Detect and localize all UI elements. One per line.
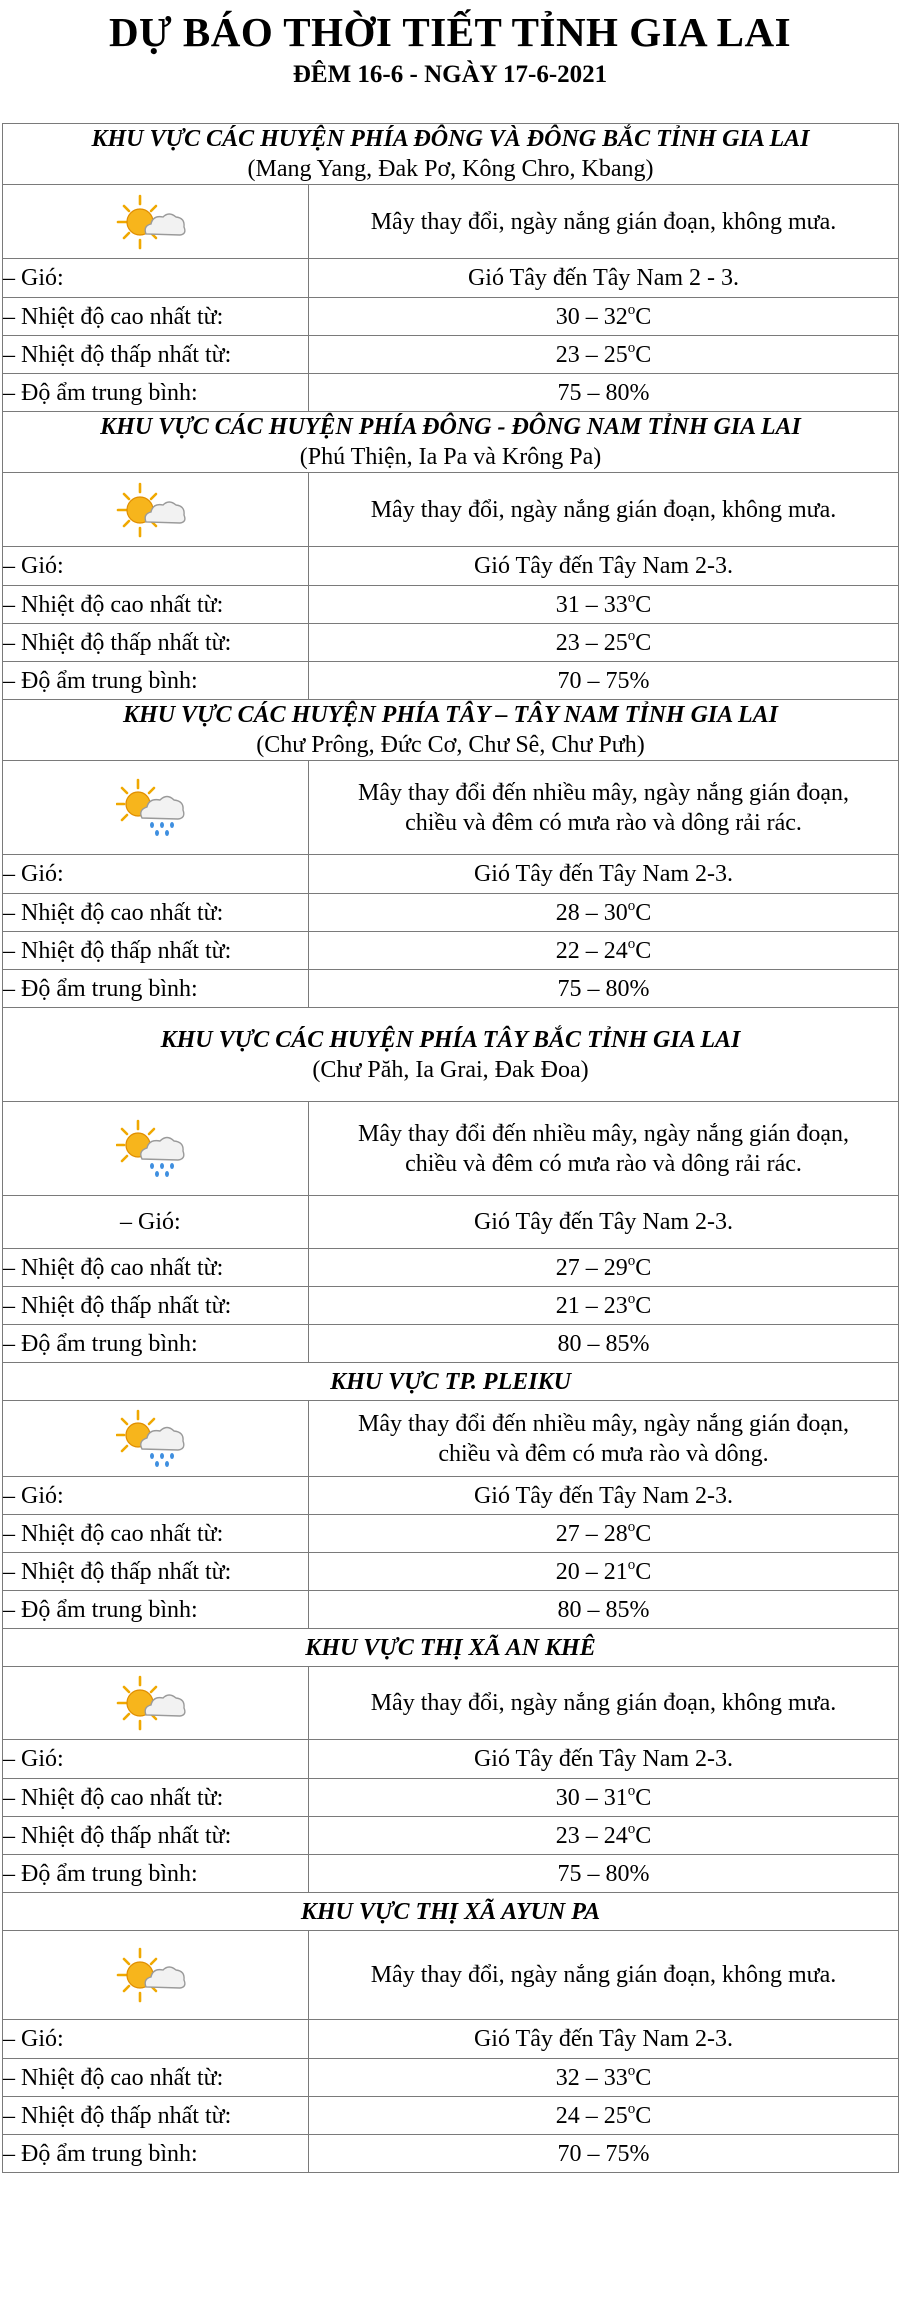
celsius-unit: C xyxy=(635,2102,652,2129)
celsius-unit: C xyxy=(635,2064,652,2091)
table-row xyxy=(3,1477,899,1515)
temp-min-value xyxy=(309,932,899,970)
table-row xyxy=(3,374,899,412)
weather-description xyxy=(309,1931,899,2020)
page-subtitle: ĐÊM 16-6 - NGÀY 17-6-2021 xyxy=(292,61,608,88)
degree-sign: o xyxy=(627,1820,636,1837)
weather-icon-cell xyxy=(3,185,309,259)
wind-label: – Gió: xyxy=(3,2020,309,2059)
description-line: Mây thay đổi đến nhiều mây, ngày nắng gián đoạn, xyxy=(358,779,849,806)
wind-label: – Gió: xyxy=(3,1740,309,1779)
temp-min-value xyxy=(309,2097,899,2135)
weather-description xyxy=(309,1667,899,1740)
humidity-value: 70 – 75% xyxy=(309,2135,899,2173)
temp-max-label: – Nhiệt độ cao nhất từ: xyxy=(3,1779,309,1817)
table-row xyxy=(3,1196,899,1249)
celsius-unit: C xyxy=(635,1558,652,1585)
table-row xyxy=(3,1102,899,1196)
humidity-label: – Độ ẩm trung bình: xyxy=(3,970,309,1008)
wind-label: – Gió: xyxy=(3,259,309,298)
sun-cloud-rain-icon xyxy=(116,778,188,838)
region-districts: (Chư Prông, Đức Cơ, Chư Sê, Chư Pưh) xyxy=(256,732,645,758)
temp-min-label: – Nhiệt độ thấp nhất từ: xyxy=(3,2097,309,2135)
sun-cloud-icon xyxy=(116,192,188,252)
table-row xyxy=(3,1515,899,1553)
region-name: KHU VỰC THỊ XÃ AYUN PA xyxy=(300,1898,601,1925)
wind-label: – Gió: xyxy=(3,1196,309,1249)
humidity-value: 75 – 80% xyxy=(309,374,899,412)
temperature-range: 27 – 28 xyxy=(555,1520,628,1547)
celsius-unit: C xyxy=(635,591,652,618)
weather-icon-cell xyxy=(3,1401,309,1477)
celsius-unit: C xyxy=(635,629,652,656)
sun-cloud-rain-icon xyxy=(116,1409,188,1469)
humidity-label: – Độ ẩm trung bình: xyxy=(3,1591,309,1629)
region-districts: (Mang Yang, Đak Pơ, Kông Chro, Kbang) xyxy=(247,156,654,182)
page-title: DỰ BÁO THỜI TIẾT TỈNH GIA LAI xyxy=(108,9,792,55)
temp-min-value xyxy=(309,624,899,662)
table-row xyxy=(3,2135,899,2173)
degree-sign: o xyxy=(627,1290,636,1307)
humidity-value: 80 – 85% xyxy=(309,1325,899,1363)
table-row xyxy=(3,298,899,336)
degree-sign: o xyxy=(627,897,636,914)
degree-sign: o xyxy=(627,2062,636,2079)
temp-min-label: – Nhiệt độ thấp nhất từ: xyxy=(3,932,309,970)
degree-sign: o xyxy=(627,1252,636,1269)
weather-description xyxy=(309,185,899,259)
description-line: Mây thay đổi, ngày nắng gián đoạn, không mưa. xyxy=(370,496,837,523)
temp-max-value xyxy=(309,586,899,624)
temp-min-label: – Nhiệt độ thấp nhất từ: xyxy=(3,1287,309,1325)
temp-max-value xyxy=(309,894,899,932)
table-row xyxy=(3,1591,899,1629)
table-row xyxy=(3,1667,899,1740)
table-row xyxy=(3,1553,899,1591)
temp-max-label: – Nhiệt độ cao nhất từ: xyxy=(3,894,309,932)
temperature-range: 22 – 24 xyxy=(555,937,628,964)
temp-min-label: – Nhiệt độ thấp nhất từ: xyxy=(3,1553,309,1591)
wind-value: Gió Tây đến Tây Nam 2-3. xyxy=(309,1477,899,1515)
table-row xyxy=(3,1817,899,1855)
temperature-range: 21 – 23 xyxy=(555,1292,628,1319)
table-row xyxy=(3,336,899,374)
degree-sign: o xyxy=(627,1782,636,1799)
humidity-value: 75 – 80% xyxy=(309,1855,899,1893)
temperature-range: 27 – 29 xyxy=(555,1254,628,1281)
temp-max-label: – Nhiệt độ cao nhất từ: xyxy=(3,1249,309,1287)
description-line: Mây thay đổi đến nhiều mây, ngày nắng gián đoạn, xyxy=(358,1410,849,1437)
wind-label: – Gió: xyxy=(3,855,309,894)
sun-cloud-icon xyxy=(116,480,188,540)
table-row xyxy=(3,1401,899,1477)
degree-sign: o xyxy=(627,1556,636,1573)
sun-cloud-icon xyxy=(116,1673,188,1733)
humidity-label: – Độ ẩm trung bình: xyxy=(3,1855,309,1893)
wind-label: – Gió: xyxy=(3,547,309,586)
table-row xyxy=(3,1629,899,1667)
table-row xyxy=(3,970,899,1008)
temp-min-value xyxy=(309,1553,899,1591)
celsius-unit: C xyxy=(635,341,652,368)
region-header xyxy=(3,1893,899,1931)
description-line: Mây thay đổi, ngày nắng gián đoạn, không mưa. xyxy=(370,208,837,235)
temperature-range: 31 – 33 xyxy=(555,591,628,618)
table-row xyxy=(3,124,899,185)
region-header xyxy=(3,1629,899,1667)
region-districts: (Chư Păh, Ia Grai, Đak Đoa) xyxy=(312,1056,589,1083)
region-name: KHU VỰC CÁC HUYỆN PHÍA TÂY – TÂY NAM TỈNH GIA LAI xyxy=(123,702,778,728)
table-row xyxy=(3,700,899,761)
region-name: KHU VỰC CÁC HUYỆN PHÍA TÂY BẮC TỈNH GIA LAI xyxy=(160,1026,741,1053)
temp-min-label: – Nhiệt độ thấp nhất từ: xyxy=(3,1817,309,1855)
weather-description xyxy=(309,761,899,855)
table-row xyxy=(3,185,899,259)
temperature-range: 23 – 24 xyxy=(555,1822,628,1849)
weather-description xyxy=(309,473,899,547)
temperature-range: 30 – 32 xyxy=(555,303,628,330)
temperature-range: 24 – 25 xyxy=(555,2102,628,2129)
description-line: chiều và đêm có mưa rào và dông rải rác. xyxy=(405,1150,802,1177)
region-header xyxy=(3,124,899,185)
region-header xyxy=(3,1363,899,1401)
weather-icon-cell xyxy=(3,1667,309,1740)
temp-min-value xyxy=(309,1817,899,1855)
region-name: KHU VỰC THỊ XÃ AN KHÊ xyxy=(305,1634,596,1661)
table-row xyxy=(3,1325,899,1363)
table-row xyxy=(3,761,899,855)
description-line: chiều và đêm có mưa rào và dông rải rác. xyxy=(405,809,802,836)
wind-value: Gió Tây đến Tây Nam 2-3. xyxy=(309,1740,899,1779)
table-row xyxy=(3,662,899,700)
region-name: KHU VỰC TP. PLEIKU xyxy=(330,1368,571,1395)
sun-cloud-rain-icon xyxy=(116,1119,188,1179)
region-districts: (Phú Thiện, Ia Pa và Krông Pa) xyxy=(299,444,602,470)
table-row xyxy=(3,1287,899,1325)
wind-value: Gió Tây đến Tây Nam 2 - 3. xyxy=(309,259,899,298)
degree-sign: o xyxy=(627,627,636,644)
temp-max-label: – Nhiệt độ cao nhất từ: xyxy=(3,2059,309,2097)
degree-sign: o xyxy=(627,301,636,318)
region-header xyxy=(3,412,899,473)
table-row xyxy=(3,855,899,894)
weather-description xyxy=(309,1102,899,1196)
temp-max-label: – Nhiệt độ cao nhất từ: xyxy=(3,1515,309,1553)
table-row xyxy=(3,259,899,298)
table-row xyxy=(3,1008,899,1102)
humidity-label: – Độ ẩm trung bình: xyxy=(3,662,309,700)
description-line: chiều và đêm có mưa rào và dông. xyxy=(438,1440,769,1467)
temp-max-value xyxy=(309,1779,899,1817)
description-line: Mây thay đổi, ngày nắng gián đoạn, không mưa. xyxy=(370,1962,837,1988)
wind-value: Gió Tây đến Tây Nam 2-3. xyxy=(309,2020,899,2059)
degree-sign: o xyxy=(627,2100,636,2117)
temperature-range: 23 – 25 xyxy=(555,341,628,368)
temp-max-value xyxy=(309,2059,899,2097)
temp-max-label: – Nhiệt độ cao nhất từ: xyxy=(3,586,309,624)
humidity-label: – Độ ẩm trung bình: xyxy=(3,374,309,412)
temperature-range: 32 – 33 xyxy=(555,2064,628,2091)
temp-min-label: – Nhiệt độ thấp nhất từ: xyxy=(3,336,309,374)
temperature-range: 23 – 25 xyxy=(555,629,628,656)
temperature-range: 28 – 30 xyxy=(555,899,628,926)
weather-description xyxy=(309,1401,899,1477)
wind-label: – Gió: xyxy=(3,1477,309,1515)
weather-icon-cell xyxy=(3,761,309,855)
region-header xyxy=(3,700,899,761)
celsius-unit: C xyxy=(635,1254,652,1281)
temp-max-label: – Nhiệt độ cao nhất từ: xyxy=(3,298,309,336)
wind-value: Gió Tây đến Tây Nam 2-3. xyxy=(309,855,899,894)
forecast-table xyxy=(2,123,899,2173)
celsius-unit: C xyxy=(635,937,652,964)
table-row xyxy=(3,1740,899,1779)
weather-icon-cell xyxy=(3,473,309,547)
humidity-value: 75 – 80% xyxy=(309,970,899,1008)
table-row xyxy=(3,2059,899,2097)
table-row xyxy=(3,1249,899,1287)
region-name: KHU VỰC CÁC HUYỆN PHÍA ĐÔNG VÀ ĐÔNG BẮC TỈNH GIA LAI xyxy=(91,126,810,152)
celsius-unit: C xyxy=(635,303,652,330)
celsius-unit: C xyxy=(635,1822,652,1849)
humidity-label: – Độ ẩm trung bình: xyxy=(3,1325,309,1363)
description-line: Mây thay đổi, ngày nắng gián đoạn, không mưa. xyxy=(370,1690,837,1716)
celsius-unit: C xyxy=(635,1520,652,1547)
region-name: KHU VỰC CÁC HUYỆN PHÍA ĐÔNG - ĐÔNG NAM TỈNH GIA LAI xyxy=(100,414,801,440)
degree-sign: o xyxy=(627,339,636,356)
sun-cloud-icon xyxy=(116,1945,188,2005)
temp-min-value xyxy=(309,336,899,374)
table-row xyxy=(3,586,899,624)
temp-max-value xyxy=(309,1249,899,1287)
table-row xyxy=(3,473,899,547)
humidity-value: 80 – 85% xyxy=(309,1591,899,1629)
region-header xyxy=(3,1008,899,1102)
celsius-unit: C xyxy=(635,899,652,926)
degree-sign: o xyxy=(627,935,636,952)
temperature-range: 20 – 21 xyxy=(555,1558,628,1585)
table-row xyxy=(3,1779,899,1817)
table-row xyxy=(3,894,899,932)
table-row xyxy=(3,2097,899,2135)
weather-icon-cell xyxy=(3,1102,309,1196)
temperature-range: 30 – 31 xyxy=(555,1784,628,1811)
temp-max-value xyxy=(309,1515,899,1553)
temp-max-value xyxy=(309,298,899,336)
weather-icon-cell xyxy=(3,1931,309,2020)
table-row xyxy=(3,1931,899,2020)
humidity-label: – Độ ẩm trung bình: xyxy=(3,2135,309,2173)
degree-sign: o xyxy=(627,1518,636,1535)
table-row xyxy=(3,1363,899,1401)
table-row xyxy=(3,2020,899,2059)
degree-sign: o xyxy=(627,589,636,606)
table-row xyxy=(3,624,899,662)
table-row xyxy=(3,1893,899,1931)
celsius-unit: C xyxy=(635,1784,652,1811)
temp-min-label: – Nhiệt độ thấp nhất từ: xyxy=(3,624,309,662)
table-row xyxy=(3,932,899,970)
wind-value: Gió Tây đến Tây Nam 2-3. xyxy=(309,1196,899,1249)
temp-min-value xyxy=(309,1287,899,1325)
table-row xyxy=(3,412,899,473)
humidity-value: 70 – 75% xyxy=(309,662,899,700)
description-line: Mây thay đổi đến nhiều mây, ngày nắng gián đoạn, xyxy=(358,1120,849,1147)
celsius-unit: C xyxy=(635,1292,652,1319)
wind-value: Gió Tây đến Tây Nam 2-3. xyxy=(309,547,899,586)
table-row xyxy=(3,1855,899,1893)
table-row xyxy=(3,547,899,586)
